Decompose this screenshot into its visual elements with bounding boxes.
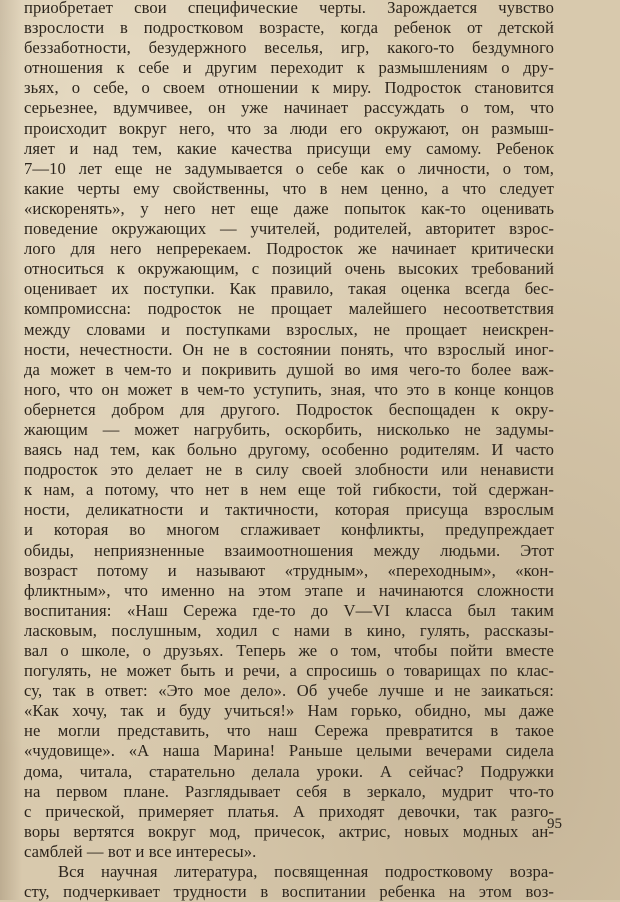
text-line: «искоренять», у него нет еще даже попыток как-то оценивать: [24, 198, 554, 218]
body-text: [24, 0, 554, 902]
text-line: «чудовище». «А наша Марина! Раньше целыми вечерами сидела: [24, 741, 554, 761]
text-line: оценивает их поступки. Как правило, такая оценка всегда бес-: [24, 279, 554, 299]
text-line: и которая во многом сглаживает конфликты, предупреждает: [24, 520, 554, 540]
text-line: возраст потому и называют «трудным», «переходным», «кон-: [24, 560, 554, 580]
text-line: погулять, не может быть и речи, а спросишь о товарищах по клас-: [24, 661, 554, 681]
text-line: ности, деликатности и тактичности, которая присуща взрослым: [24, 500, 554, 520]
text-line: обиды, неприязненные взаимоотношения между людьми. Этот: [24, 540, 554, 560]
text-line: серьезнее, вдумчивее, он уже начинает рассуждать о том, что: [24, 98, 554, 118]
text-line: фликтным», что именно на этом этапе и начинаются сложности: [24, 580, 554, 600]
text-line: дома, читала, старательно делала уроки. А сейчас? Подружки: [24, 761, 554, 781]
text-line: су, так в ответ: «Это мое дело». Об учебе лучше и не заикаться:: [24, 681, 554, 701]
text-line: вал о школе, о друзьях. Теперь же о том, чтобы пойти вместе: [24, 641, 554, 660]
text-line: ласковым, послушным, ходил с нами в кино, гулять, рассказы-: [24, 620, 554, 640]
text-line: к нам, а потому, что нет в нем еще той гибкости, той сдержан-: [24, 480, 554, 500]
text-line: ваясь над тем, как больно другому, особенно родителям. И часто: [24, 440, 554, 460]
text-line: воры вертятся вокруг мод, причесок, актрис, новых модных ан-: [24, 821, 554, 841]
text-line: компромиссна: подросток не прощает малейшего несоответствия: [24, 299, 554, 319]
paragraph-1: [24, 0, 554, 862]
text-line: Вся научная литература, посвященная подростковому возра-: [58, 862, 554, 882]
text-line: жающим — может нагрубить, оскорбить, нисколько не задумы-: [24, 419, 554, 439]
text-line: ного, что он может в чем-то уступить, зная, что это в конце концов: [24, 379, 554, 399]
text-line: зьях, о себе, о своем отношении к миру. Подросток становится: [24, 78, 554, 98]
text-line: «Как хочу, так и буду учиться!» Нам горько, обидно, мы даже: [24, 701, 554, 721]
text-line: ляет и над тем, какие качества присущи ему самому. Ребенок: [24, 138, 554, 158]
text-line: происходит вокруг него, что за люди его окружают, он размыш-: [24, 118, 554, 138]
text-line: 7—10 лет еще не задумывается о себе как о личности, о том,: [24, 158, 554, 178]
text-line: обернется добром для другого. Подросток беспощаден к окру-: [24, 399, 554, 419]
text-line: беззаботности, безудержного веселья, игр, какого-то бездумного: [24, 38, 554, 58]
text-line: поведение окружающих — учителей, родителей, авторитет взрос-: [24, 219, 554, 239]
paragraph-2: [24, 862, 554, 902]
text-line: с прической, примеряет платья. А приходят девочки, так разго-: [24, 801, 554, 821]
text-line: подросток это делает не в силу своей злобности или ненависти: [24, 460, 554, 480]
text-line: лого для него непререкаем. Подросток же начинает критически: [24, 239, 554, 259]
text-line: какие черты ему свойственны, что в нем ценно, а что следует: [24, 178, 554, 198]
text-line: воспитания: «Наш Сережа где-то до V—VI класса был таким: [24, 600, 554, 620]
text-line: не могли представить, что наш Сережа превратится в такое: [24, 721, 554, 741]
text-line: на первом плане. Разглядывает себя в зеркало, мудрит что-то: [24, 781, 554, 801]
text-line: ности, нечестности. Он не в состоянии понять, что взрослый иног-: [24, 339, 554, 359]
text-line: отношения к себе и другим переходит к размышлениям о дру-: [24, 58, 554, 78]
text-line: между словами и поступками взрослых, не прощает неискрен-: [24, 319, 554, 339]
page-number: 95: [547, 816, 562, 832]
text-line: взрослости в подростковом возрасте, когда ребенок от детской: [24, 18, 554, 38]
text-line: самблей — вот и все интересы».: [24, 841, 257, 861]
text-line: относиться к окружающим, с позиций очень высоких требований: [24, 259, 554, 279]
text-line: да может в чем-то и покривить душой во имя чего-то более важ-: [24, 359, 554, 379]
text-line: сту, подчеркивает трудности в воспитании ребенка на этом воз-: [24, 882, 554, 902]
text-line: приобретает свои специфические черты. Зарождается чувство: [24, 0, 554, 17]
